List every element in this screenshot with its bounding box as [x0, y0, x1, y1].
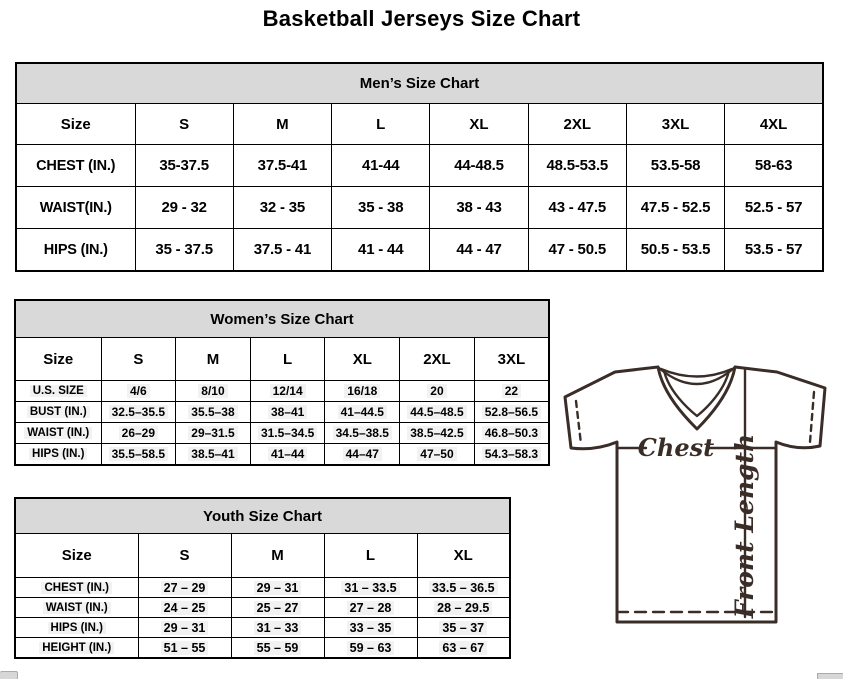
value-cell: 41–44.5 [325, 402, 400, 423]
column-header: 2XL [400, 338, 475, 381]
chest-label: Chest [637, 433, 715, 462]
table-row [16, 145, 823, 187]
value-cell: 44–47 [325, 444, 400, 466]
value-cell: 38 - 43 [430, 187, 528, 229]
column-header: L [250, 338, 325, 381]
table-row [15, 423, 549, 444]
table-title: Youth Size Chart [15, 498, 510, 534]
value-cell: 51 – 55 [138, 638, 231, 659]
value-cell: 31 – 33.5 [324, 578, 417, 598]
column-header: S [101, 338, 176, 381]
column-header: 2XL [528, 104, 626, 145]
table-row [16, 229, 823, 272]
value-cell: 12/14 [250, 381, 325, 402]
column-header: L [324, 534, 417, 578]
column-header: 4XL [725, 104, 823, 145]
jersey-outline [565, 367, 825, 622]
value-cell: 37.5-41 [233, 145, 331, 187]
jersey-measurement-diagram [557, 358, 843, 638]
value-cell: 59 – 63 [324, 638, 417, 659]
value-cell: 34.5–38.5 [325, 423, 400, 444]
table-row [15, 381, 549, 402]
value-cell: 38–41 [250, 402, 325, 423]
column-header: S [135, 104, 233, 145]
value-cell: 44 - 47 [430, 229, 528, 272]
column-header: Size [16, 104, 135, 145]
column-header: M [176, 338, 251, 381]
column-header: Size [15, 534, 138, 578]
value-cell: 27 – 29 [138, 578, 231, 598]
sleeve-cuff-dash-left [576, 401, 581, 444]
youth-size-table [14, 497, 511, 659]
value-cell: 43 - 47.5 [528, 187, 626, 229]
value-cell: 41 - 44 [332, 229, 430, 272]
mens-size-table [15, 62, 824, 272]
value-cell: 29 – 31 [231, 578, 324, 598]
value-cell: 29–31.5 [176, 423, 251, 444]
jersey-collar-arc-1 [661, 369, 732, 377]
value-cell: 16/18 [325, 381, 400, 402]
value-cell: 4/6 [101, 381, 176, 402]
value-cell: 35.5–38 [176, 402, 251, 423]
value-cell: 31.5–34.5 [250, 423, 325, 444]
table-row [15, 402, 549, 423]
row-label: CHEST (IN.) [15, 578, 138, 598]
value-cell: 35-37.5 [135, 145, 233, 187]
value-cell: 38.5–42.5 [400, 423, 475, 444]
value-cell: 8/10 [176, 381, 251, 402]
column-header: S [138, 534, 231, 578]
row-label: HIPS (IN.) [15, 444, 101, 466]
value-cell: 55 – 59 [231, 638, 324, 659]
cutoff-element-left [0, 671, 18, 679]
value-cell: 29 – 31 [138, 618, 231, 638]
value-cell: 41-44 [332, 145, 430, 187]
value-cell: 47–50 [400, 444, 475, 466]
column-header: Size [15, 338, 101, 381]
table-title: Men’s Size Chart [16, 63, 823, 104]
value-cell: 32.5–35.5 [101, 402, 176, 423]
table-title: Women’s Size Chart [15, 300, 549, 338]
row-label: WAIST (IN.) [15, 598, 138, 618]
table-row [15, 578, 510, 598]
value-cell: 22 [474, 381, 549, 402]
value-cell: 35 - 38 [332, 187, 430, 229]
row-label: U.S. SIZE [15, 381, 101, 402]
table-row [15, 638, 510, 659]
value-cell: 37.5 - 41 [233, 229, 331, 272]
value-cell: 46.8–50.3 [474, 423, 549, 444]
table-row [15, 598, 510, 618]
row-label: HIPS (IN.) [15, 618, 138, 638]
table-row [15, 444, 549, 466]
page-title: Basketball Jerseys Size Chart [262, 6, 581, 31]
row-label: HEIGHT (IN.) [15, 638, 138, 659]
value-cell: 38.5–41 [176, 444, 251, 466]
value-cell: 35.5–58.5 [101, 444, 176, 466]
value-cell: 35 – 37 [417, 618, 510, 638]
value-cell: 28 – 29.5 [417, 598, 510, 618]
value-cell: 52.8–56.5 [474, 402, 549, 423]
column-header: 3XL [474, 338, 549, 381]
column-header: L [332, 104, 430, 145]
value-cell: 31 – 33 [231, 618, 324, 638]
womens-size-table [14, 299, 550, 466]
value-cell: 41–44 [250, 444, 325, 466]
row-label: BUST (IN.) [15, 402, 101, 423]
value-cell: 29 - 32 [135, 187, 233, 229]
value-cell: 53.5 - 57 [725, 229, 823, 272]
column-header: XL [417, 534, 510, 578]
column-header: 3XL [626, 104, 724, 145]
value-cell: 33 – 35 [324, 618, 417, 638]
value-cell: 27 – 28 [324, 598, 417, 618]
value-cell: 54.3–58.3 [474, 444, 549, 466]
front-length-label: Front Length [730, 433, 759, 619]
column-header: M [231, 534, 324, 578]
value-cell: 63 – 67 [417, 638, 510, 659]
value-cell: 53.5-58 [626, 145, 724, 187]
value-cell: 48.5-53.5 [528, 145, 626, 187]
value-cell: 47.5 - 52.5 [626, 187, 724, 229]
value-cell: 32 - 35 [233, 187, 331, 229]
row-label: CHEST (IN.) [16, 145, 135, 187]
cutoff-element-right [817, 673, 843, 679]
value-cell: 24 – 25 [138, 598, 231, 618]
table-row [16, 187, 823, 229]
value-cell: 25 – 27 [231, 598, 324, 618]
column-header: XL [430, 104, 528, 145]
sleeve-cuff-dash-right [810, 392, 814, 442]
value-cell: 33.5 – 36.5 [417, 578, 510, 598]
value-cell: 47 - 50.5 [528, 229, 626, 272]
row-label: WAIST(IN.) [16, 187, 135, 229]
column-header: M [233, 104, 331, 145]
row-label: WAIST (IN.) [15, 423, 101, 444]
value-cell: 44.5–48.5 [400, 402, 475, 423]
value-cell: 35 - 37.5 [135, 229, 233, 272]
value-cell: 52.5 - 57 [725, 187, 823, 229]
value-cell: 58-63 [725, 145, 823, 187]
value-cell: 50.5 - 53.5 [626, 229, 724, 272]
value-cell: 26–29 [101, 423, 176, 444]
column-header: XL [325, 338, 400, 381]
value-cell: 44-48.5 [430, 145, 528, 187]
value-cell: 20 [400, 381, 475, 402]
table-row [15, 618, 510, 638]
row-label: HIPS (IN.) [16, 229, 135, 272]
